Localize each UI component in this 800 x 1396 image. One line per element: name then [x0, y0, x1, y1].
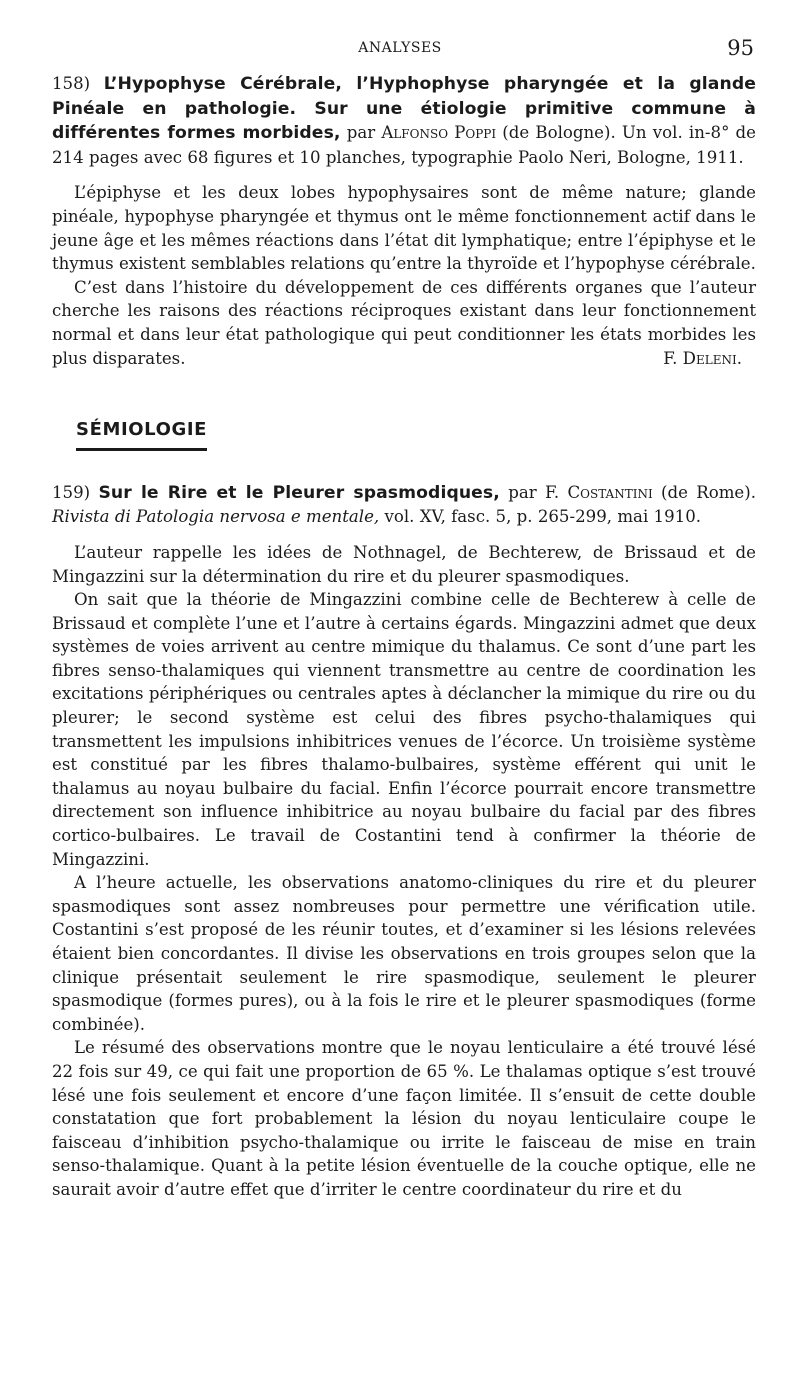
- running-title: ANALYSES: [358, 40, 442, 56]
- entry-159-number: 159): [52, 482, 91, 502]
- entry-159-paragraph-1: L’auteur rappelle les idées de Nothnagel, de Bechterew, de Brissaud et de Mingazzini sur la détermination du rire et du pleurer spasmodiques.: [52, 542, 756, 586]
- entry-159-journal: Rivista di Patologia nervosa e mentale,: [52, 507, 380, 527]
- entry-158-citation: (de Bologne). Un vol. in-8° de 214 pages avec 68 figures et 10 planches, typographie Paolo Neri, Bologne, 1911.: [52, 123, 756, 167]
- entry-158-by: par: [346, 123, 376, 143]
- page-number: 95: [727, 36, 754, 60]
- entry-158-signature: F. Deleni.: [663, 348, 742, 368]
- entry-158-heading: [52, 72, 756, 169]
- entry-158-author: Alfonso Poppi: [381, 123, 497, 143]
- running-head: [0, 36, 800, 60]
- entry-159-citation-pre: (de Rome).: [661, 482, 756, 502]
- entry-158-last-text: C’est dans l’histoire du développement de ces différents organes que l’auteur cherche les raisons des réactions réciproques existant dans leur fonctionnement normal et dans leur état pathologique qui peut conditionner les états morbides les plus disparates.: [52, 277, 756, 368]
- entry-158-paragraph-1: L’épiphyse et les deux lobes hypophysaires sont de même nature; glande pinéale, hypophyse pharyngée et thymus ont le même fonctionnement actif dans le jeune âge et les mêmes réactions dans l’état dit lymphatique; entre l’épiphyse et le thymus existent semblables relations qu’entre la thyroïde et l’hypophyse cérébrale.: [52, 183, 756, 274]
- entry-159-paragraph-4: Le résumé des observations montre que le noyau lenticulaire a été trouvé lésé 22 fois sur 49, ce qui fait une proportion de 65 %. Le thalamas optique s’est trouvé lésé une fois seulement et encore d’une façon limitée. Il s’ensuit de cette double constatation que fort probablement la lésion du noyau lenticulaire coupe le faisceau d’inhibition psycho-thalamique ou irrite le faisceau de mise en train senso-thalamique. Quant à la petite lésion éventuelle de la couche optique, elle ne saurait avoir d’autre effet que d’irriter le centre coordinateur du rire et du: [52, 1038, 756, 1199]
- entry-159-paragraph-2: On sait que la théorie de Mingazzini combine celle de Bechterew à celle de Brissaud et complète l’une et l’autre à certains égards. Mingazzini admet que deux systèmes de voies arrivent au centre mimique du thalamus. Ce sont d’une part les fibres senso-thalamiques qui viennent transmettre au centre de coordination les excitations périphériques ou centrales aptes à déclancher la mimique du rire ou du pleurer; le second système est celui des fibres psycho-thalamiques qui transmettent les impulsions inhibitrices venues de l’écorce. Un troisième système est constitué par les fibres thalamo-bulbaires, système efférent qui unit le thalamus au noyau bulbaire du facial. Enfin l’écorce pourrait encore transmettre directement son influence inhibitrice au noyau bulbaire du facial par des fibres cortico-bulbaires. Le travail de Costantini tend à confirmer la théorie de Mingazzini.: [52, 590, 756, 869]
- entry-158-title: L’Hypophyse Cérébrale, l’Hyphophyse pharyngée et la glande Pinéale en pathologie. Sur une étiologie primitive commune à différentes formes morbides,: [52, 74, 756, 144]
- section-heading: SÉMIOLOGIE: [76, 418, 207, 451]
- entry-159-title: Sur le Rire et le Pleurer spasmodiques,: [98, 482, 500, 503]
- entry-159-author: F. Costantini: [544, 482, 653, 502]
- entry-159-paragraph-3: A l’heure actuelle, les observations anatomo-cliniques du rire et du pleurer spasmodiques sont assez nombreuses pour permettre une vérification utile. Costantini s’est proposé de les réunir toutes, et d’examiner si les lésions relevées étaient bien concordantes. Il divise les observations en trois groupes selon que la clinique présentait seulement le rire spasmodique, seulement le pleurer spasmodique (formes pures), ou à la fois le rire et le pleurer spasmodiques (forme combinée).: [52, 873, 756, 1034]
- entry-159-by: par: [508, 482, 537, 502]
- page-content: [52, 72, 756, 1202]
- entry-158-number: 158): [52, 74, 91, 93]
- entry-158-paragraph-2: [52, 276, 756, 370]
- entry-159-heading: [52, 481, 756, 529]
- section-heading-wrap: [76, 418, 756, 451]
- entry-159-citation-post: vol. XV, fasc. 5, p. 265-299, mai 1910.: [384, 507, 702, 527]
